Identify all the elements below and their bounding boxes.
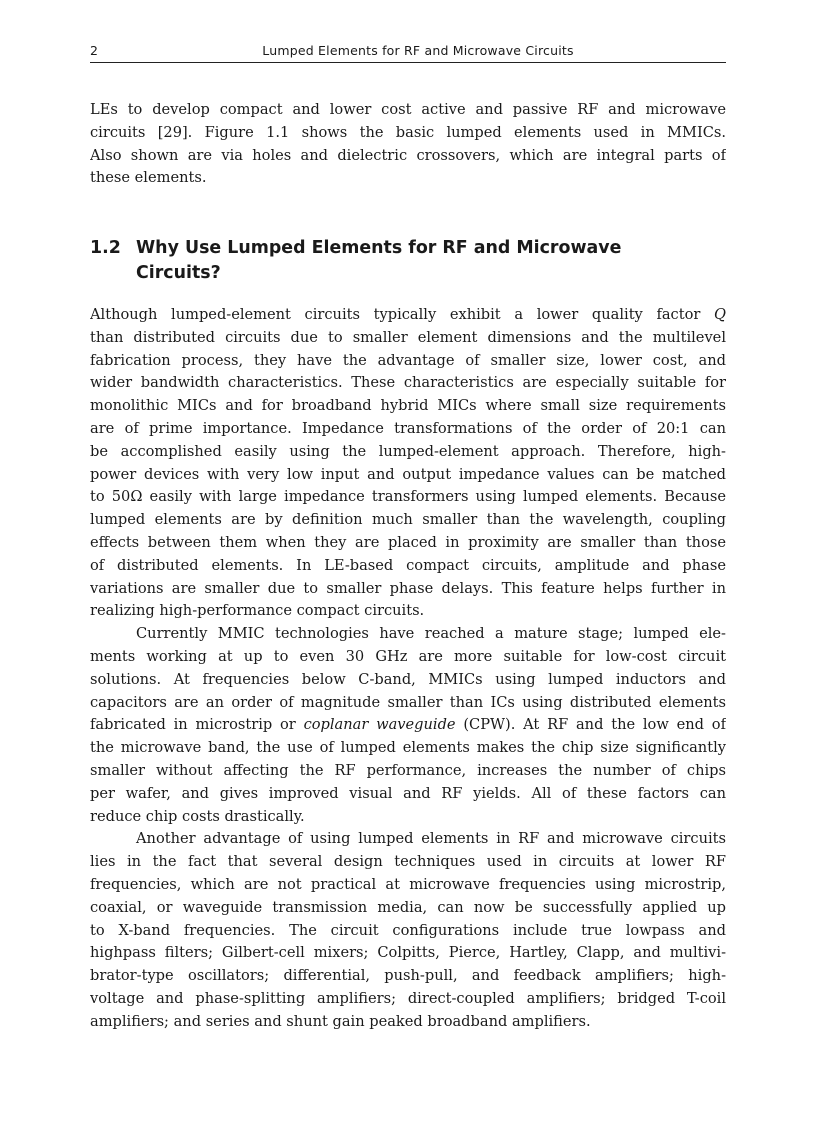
text-line: variations are smaller due to smaller phase delays. This feature helps further in <box>90 579 726 597</box>
text-run: Although lumped-element circuits typically exhibit a lower quality factor <box>90 306 715 323</box>
text-line: lies in the fact that several design techniques used in circuits at lower RF <box>90 853 726 871</box>
text-line: the microwave band, the use of lumped elements makes the chip size significantly <box>90 739 726 757</box>
text-line: fabrication process, they have the advantage of smaller size, lower cost, and <box>90 351 726 369</box>
text-line: Another advantage of using lumped elements in RF and microwave circuits <box>136 830 726 848</box>
text-line: of distributed elements. In LE-based compact circuits, amplitude and phase <box>90 556 726 574</box>
text-line: Also shown are via holes and dielectric crossovers, which are integral parts of <box>90 146 726 164</box>
text-line: power devices with very low input and output impedance values can be matched <box>90 465 726 483</box>
text-run: (CPW). At RF and the low end of <box>455 716 726 734</box>
text-line: smaller without affecting the RF performance, increases the number of chips <box>90 761 726 779</box>
quality-factor-symbol: Q <box>714 306 726 323</box>
text-line: voltage and phase-splitting amplifiers; direct-coupled amplifiers; bridged T-coil <box>90 989 726 1007</box>
section-number: 1.2 <box>90 238 121 258</box>
page-number: 2 <box>90 43 99 58</box>
text-line: reduce chip costs drastically. <box>90 807 305 825</box>
text-line: capacitors are an order of magnitude smaller than ICs using distributed elements <box>90 693 726 711</box>
text-line: Currently MMIC technologies have reached a mature stage; lumped ele- <box>136 625 726 643</box>
text-line: amplifiers; and series and shunt gain peaked broadband amplifiers. <box>90 1012 591 1030</box>
text-line: lumped elements are by definition much smaller than the wavelength, coupling <box>90 511 726 529</box>
text-line: circuits [29]. Figure 1.1 shows the basic lumped elements used in MMICs. <box>90 123 726 141</box>
text-line: ments working at up to even 30 GHz are more suitable for low-cost circuit <box>90 647 726 665</box>
running-title: Lumped Elements for RF and Microwave Circuits <box>262 43 574 58</box>
text-line: wider bandwidth characteristics. These characteristics are especially suitable for <box>90 374 726 392</box>
text-line: to X-band frequencies. The circuit configurations include true lowpass and <box>90 921 726 939</box>
text-line: frequencies, which are not practical at microwave frequencies using microstrip, <box>90 875 726 893</box>
text-line: are of prime importance. Impedance transformations of the order of 20:1 can <box>90 419 726 437</box>
text-line: coaxial, or waveguide transmission media, can now be successfully applied up <box>90 898 726 916</box>
intro-paragraph <box>90 99 726 190</box>
text-line: brator-type oscillators; differential, push-pull, and feedback amplifiers; high- <box>90 967 726 985</box>
text-line: realizing high-performance compact circuits. <box>90 602 425 620</box>
text-line: effects between them when they are placed in proximity are smaller than those <box>90 533 726 551</box>
text-line: LEs to develop compact and lower cost active and passive RF and microwave <box>90 101 726 118</box>
text-line: per wafer, and gives improved visual and RF yields. All of these factors can <box>90 784 726 802</box>
text-line <box>90 714 726 737</box>
italic-term: coplanar waveguide <box>303 716 456 734</box>
section-title-line: Why Use Lumped Elements for RF and Microwave <box>136 238 622 258</box>
text-line: solutions. At frequencies below C-band, MMICs using lumped inductors and <box>90 670 726 688</box>
section-title <box>136 236 716 286</box>
text-line: highpass filters; Gilbert-cell mixers; Colpitts, Pierce, Hartley, Clapp, and multivi- <box>90 944 726 962</box>
text-run: fabricated in microstrip or <box>90 716 304 734</box>
text-line: be accomplished easily using the lumped-element approach. Therefore, high- <box>90 442 726 460</box>
text-line <box>90 304 726 327</box>
text-line: these elements. <box>90 169 207 187</box>
section-title-line: Circuits? <box>136 263 221 283</box>
running-head <box>90 40 726 63</box>
body-column <box>90 304 726 1034</box>
text-line: than distributed circuits due to smaller element dimensions and the multilevel <box>90 328 726 346</box>
text-line: monolithic MICs and for broadband hybrid MICs where small size requirements <box>90 397 726 415</box>
text-line: to 50Ω easily with large impedance transformers using lumped elements. Because <box>90 488 726 506</box>
